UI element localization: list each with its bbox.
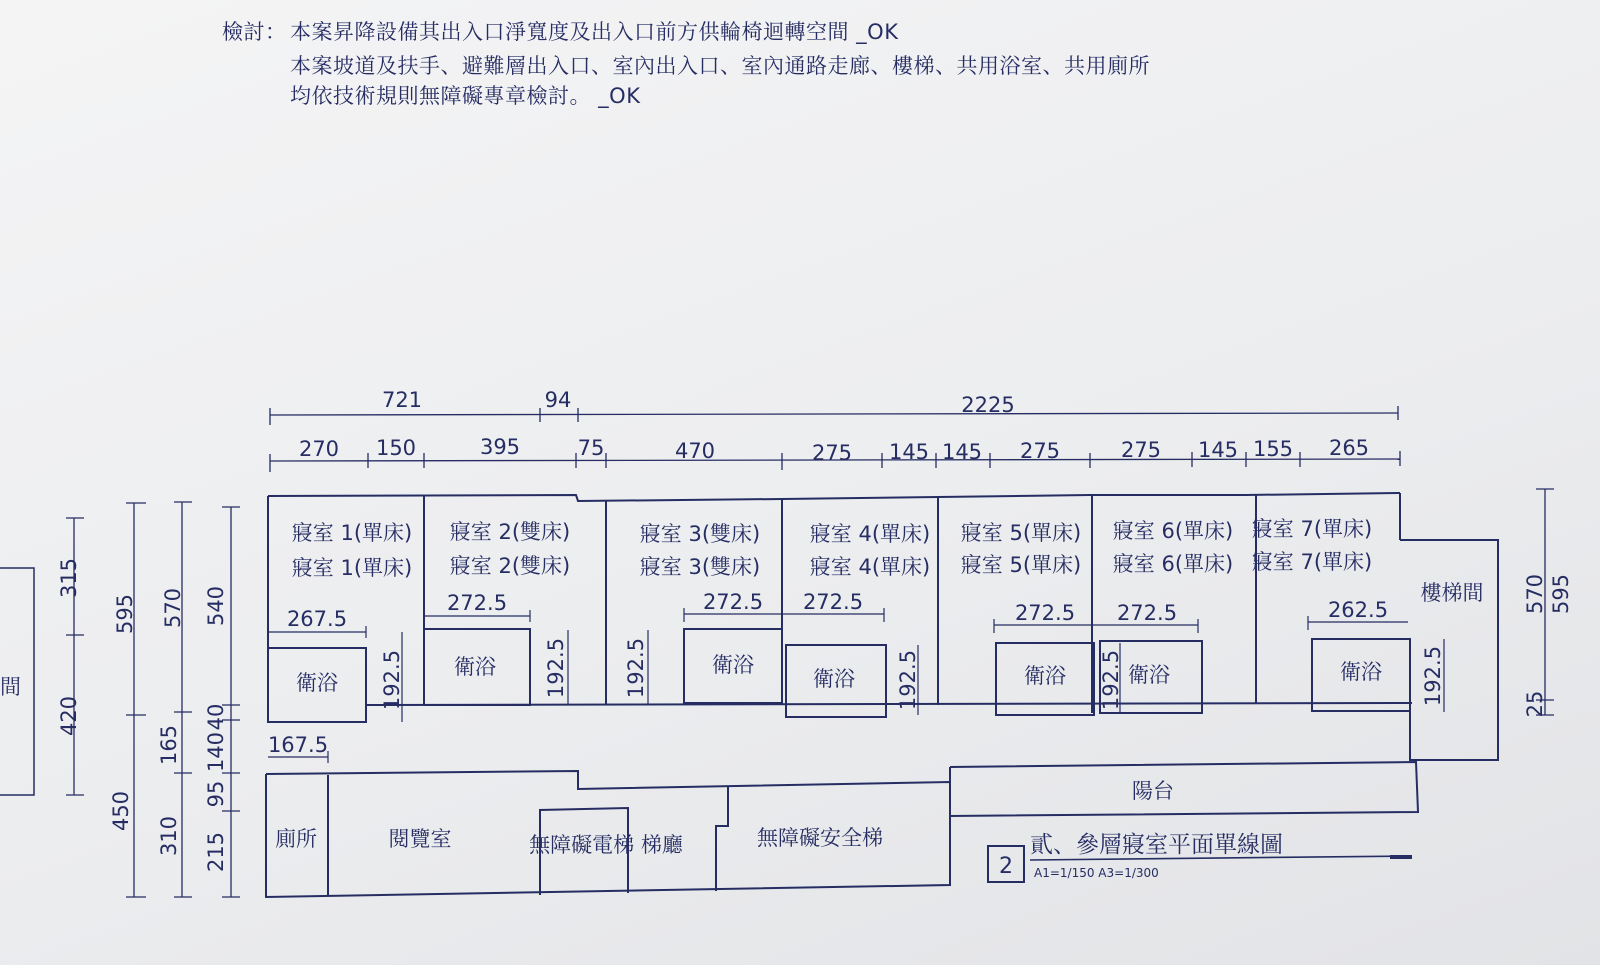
bedroom-labels	[292, 517, 1372, 580]
dim-seg-13: 265	[1328, 436, 1370, 460]
bathroom-7-label: 衛浴	[1340, 660, 1382, 684]
bedroom-5-label-repeat: 寢室 5(單床)	[960, 553, 1082, 577]
bedroom-3-label-repeat: 寢室 3(雙床)	[639, 555, 761, 579]
dim-seg-10: 275	[1120, 438, 1162, 462]
drawing-title: 貳、參層寢室平面單線圖	[1030, 832, 1283, 858]
dim-seg-9: 275	[1019, 439, 1061, 463]
dim-left-420: 420	[57, 695, 81, 737]
bedroom-2-label: 寢室 2(雙床)	[449, 520, 571, 544]
dim-bath-4-width: 272.5	[802, 590, 864, 614]
bedroom-7-label: 寢室 7(單床)	[1251, 517, 1373, 541]
bedroom-1-label-repeat: 寢室 1(單床)	[291, 556, 413, 580]
dim-seg-2: 150	[375, 436, 417, 460]
dim-bath-6-depth: 192.5	[1099, 649, 1123, 711]
bathroom-labels	[296, 653, 1382, 695]
dim-top-total-721: 721	[381, 388, 423, 412]
dim-left-595: 595	[113, 593, 137, 635]
top-dimension-labels	[299, 388, 1369, 465]
dim-top-total-94: 94	[544, 388, 572, 412]
bedroom-5-label: 寢室 5(單床)	[960, 521, 1082, 545]
dim-bath-3-width: 272.5	[702, 590, 764, 614]
neighbour-drawing-label: 間	[0, 675, 21, 699]
reading-room-label: 閱覽室	[388, 827, 452, 851]
right-dimension-labels	[1523, 574, 1573, 717]
dim-seg-6: 275	[811, 441, 853, 465]
review-note-line-3: 均依技術規則無障礙專章檢討。 _OK	[290, 84, 641, 108]
drawing-number: 2	[999, 854, 1013, 879]
dim-seg-8: 145	[941, 440, 983, 464]
bathroom-2-label: 衛浴	[454, 655, 496, 679]
dim-top-total-2225: 2225	[961, 393, 1015, 417]
dim-left-140: 140	[204, 731, 228, 773]
dim-left-95: 95	[204, 780, 228, 808]
dim-seg-11: 145	[1197, 438, 1239, 462]
dim-bath-3-depth: 192.5	[624, 637, 648, 699]
dim-left-540: 540	[204, 585, 228, 627]
bathroom-4-label: 衛浴	[813, 667, 855, 691]
dim-seg-7: 145	[888, 440, 930, 464]
dim-seg-1: 270	[298, 437, 340, 461]
dim-right-595: 595	[1549, 573, 1573, 615]
review-note-line-1: 本案昇降設備其出入口淨寬度及出入口前方供輪椅迴轉空間 _OK	[290, 20, 899, 44]
dim-bath-2-depth: 192.5	[544, 637, 568, 699]
bathroom-3-label: 衛浴	[712, 653, 754, 677]
dim-left-165: 165	[157, 724, 181, 766]
safety-stair-label: 無障礙安全梯	[757, 826, 883, 850]
dim-bath-7-depth: 192.5	[1421, 645, 1445, 707]
bedroom-2-label-repeat: 寢室 2(雙床)	[449, 554, 571, 578]
dim-left-40: 40	[204, 703, 228, 731]
bedroom-4-label: 寢室 4(單床)	[809, 522, 931, 546]
dim-seg-4: 75	[577, 436, 605, 460]
bathroom-5-label: 衛浴	[1024, 664, 1066, 688]
bathroom-dimension-labels	[268, 590, 1445, 757]
dim-bath-2-width: 272.5	[446, 591, 508, 615]
dim-bath-5-width: 272.5	[1014, 601, 1076, 625]
bedroom-6-label: 寢室 6(單床)	[1112, 519, 1234, 543]
dim-left-215: 215	[204, 831, 228, 873]
dim-left-450: 450	[109, 790, 133, 832]
dim-toilet-width: 167.5	[267, 733, 329, 757]
elevator-lobby-label: 無障礙電梯 梯廳	[529, 833, 683, 857]
bedroom-6-label-repeat: 寢室 6(單床)	[1112, 552, 1234, 576]
dim-seg-5: 470	[674, 439, 716, 463]
balcony-label: 陽台	[1132, 779, 1174, 803]
bedroom-4-label-repeat: 寢室 4(單床)	[809, 555, 931, 579]
bathroom-dimension-lines	[268, 608, 1444, 763]
common-area-labels	[275, 581, 1484, 857]
dim-left-570: 570	[161, 587, 185, 629]
bedroom-3-label: 寢室 3(雙床)	[639, 522, 761, 546]
dim-left-315: 315	[57, 557, 81, 599]
bathroom-6-label: 衛浴	[1128, 663, 1170, 687]
bedroom-1-label: 寢室 1(單床)	[291, 521, 413, 545]
bathroom-1-label: 衛浴	[296, 671, 338, 695]
dim-bath-1-depth: 192.5	[380, 649, 404, 711]
drawing-scale: A1=1/150 A3=1/300	[1034, 866, 1159, 880]
dim-bath-7-width: 262.5	[1327, 598, 1389, 622]
dim-bath-1-width: 267.5	[286, 607, 348, 631]
review-label: 檢討：	[222, 20, 287, 44]
stairwell-label: 樓梯間	[1420, 581, 1484, 605]
dim-right-25: 25	[1523, 690, 1547, 718]
bedroom-7-label-repeat: 寢室 7(單床)	[1251, 550, 1373, 574]
dim-right-570: 570	[1523, 573, 1547, 615]
title-block	[988, 832, 1412, 882]
dim-seg-12: 155	[1252, 437, 1294, 461]
review-note-line-2: 本案坡道及扶手、避難層出入口、室內出入口、室內通路走廊、樓梯、共用浴室、共用廁所	[290, 54, 1150, 78]
dim-bath-6-width: 272.5	[1116, 601, 1178, 625]
dim-seg-3: 395	[479, 435, 521, 459]
dim-bath-4-depth: 192.5	[896, 649, 920, 711]
dim-left-310: 310	[157, 815, 181, 857]
toilet-label: 廁所	[275, 827, 317, 851]
